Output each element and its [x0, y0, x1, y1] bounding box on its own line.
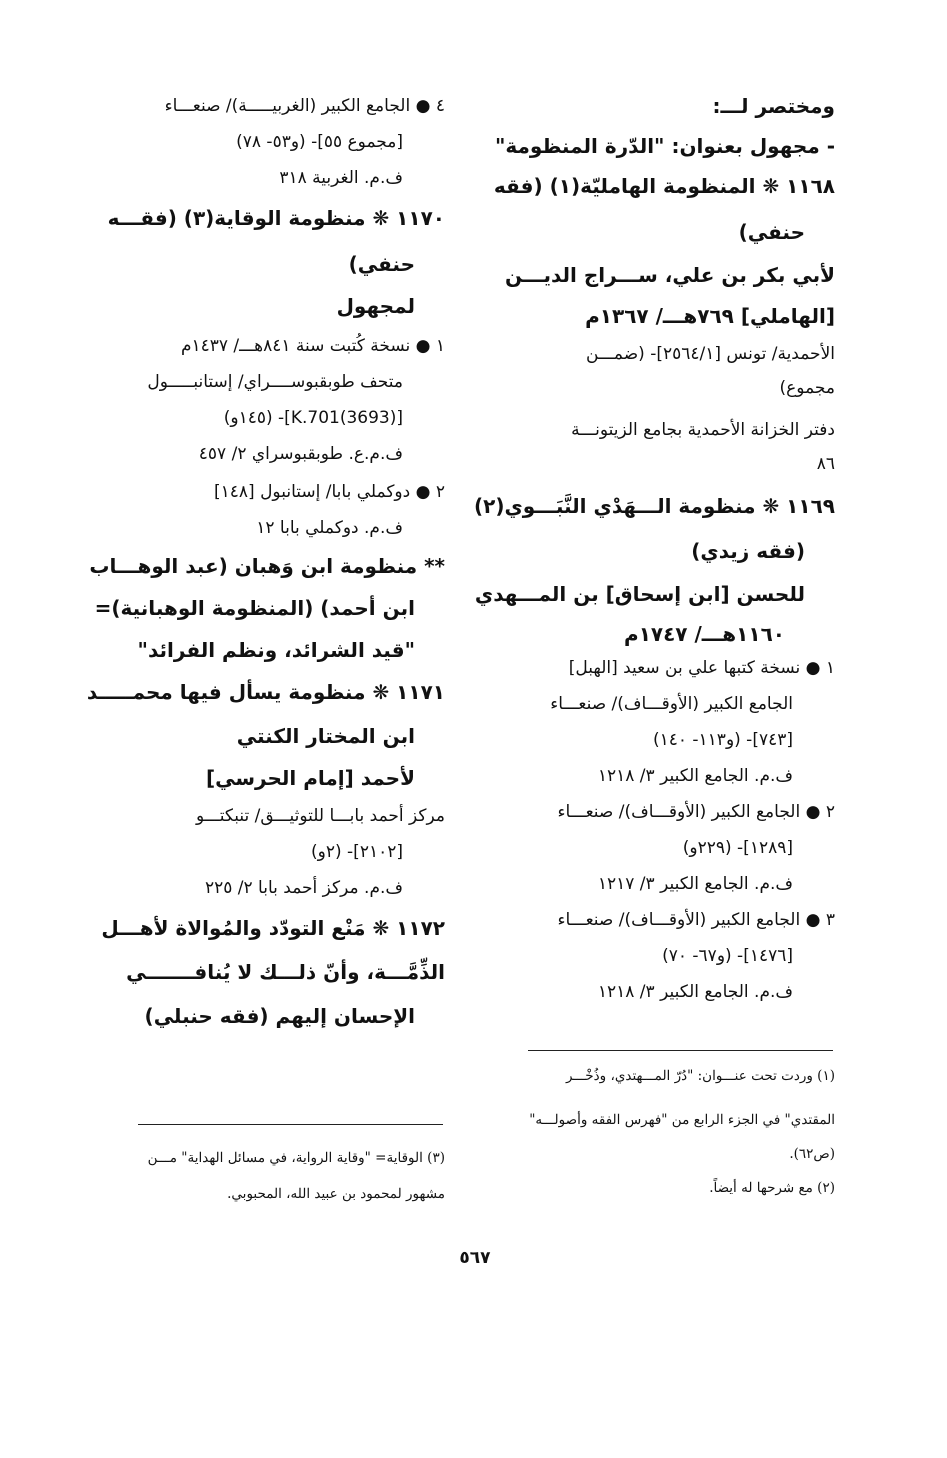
author-line: [الهاملي] ٧٦٩هـــ/ ١٣٦٧م	[585, 304, 835, 328]
text-line: الأحمدية/ تونس [٢٥٦٤/١]- (ضمـــن	[586, 344, 835, 364]
text-line: حنفي)	[348, 252, 415, 276]
text-line: [(3693)K.701]- (١٤٥و)	[223, 408, 403, 428]
text-line: [٢١٠٢]- (٢و)	[311, 842, 403, 862]
author-line: لأحمد [إمام الحرسي]	[205, 766, 415, 790]
list-item: ١ ● نسخة كُتبت سنة ٨٤١هـــ/ ١٤٣٧م	[180, 336, 445, 356]
text-line: ف.م. الجامع الكبير ٣/ ١٢١٧	[597, 874, 793, 894]
text-line: ف.م. الجامع الكبير ٣/ ١٢١٨	[597, 982, 793, 1002]
footnote-text: (٢) مع شرحها له أيضاً.	[709, 1180, 835, 1196]
entry-heading: ١١٧٠ ❋ منظومة الوقاية(٣) (فقـــه	[107, 206, 445, 230]
entry-heading: ١١٦٩ ❋ منظومة الـــهَدْي النَّبَـــوي(٢)	[473, 494, 835, 518]
text-line: ف.م.ع. طوبقبوسراي ٢/ ٤٥٧	[198, 444, 403, 464]
text-line: ف.م. الجامع الكبير ٣/ ١٢١٨	[597, 766, 793, 786]
footnote-text: (ص٦٢).	[789, 1146, 835, 1162]
list-item: ٢ ● الجامع الكبير (الأوقـــاف)/ صنعـــاء	[557, 802, 835, 822]
text-line: ٨٦	[816, 454, 835, 474]
text-line: (فقه زيدي)	[691, 539, 805, 563]
text-line: ابن أحمد) (المنظومة الوهبانية)=	[94, 596, 415, 620]
text-line: ومختصر لـــ:	[712, 94, 835, 118]
footnote-divider	[528, 1050, 833, 1051]
text-line: حنفي)	[738, 220, 805, 244]
page-number: ٥٦٧	[459, 1248, 491, 1268]
list-item: ٢ ● دوكملي بابا/ إستانبول [١٤٨]	[214, 482, 445, 502]
entry-heading: ١١٦٨ ❋ المنظومة الهامليّة(١) (فقه	[493, 174, 835, 198]
text-line: [٧٤٣]- (و١١٣- ١٤٠)	[652, 730, 793, 750]
text-line: ف.م. دوكملي بابا ١٢	[256, 518, 403, 538]
footnote-text: (١) وردت تحت عنـــوان: "دُرّ المـــهتدي، وذُخْـــر	[565, 1068, 835, 1084]
text-line: [مجموع ٥٥]- (و٥٣- ٧٨)	[236, 132, 403, 152]
text-line: ف.م. الغربية ٣١٨	[279, 168, 403, 188]
text-line: الإحسان إليهم (فقه حنبلي)	[144, 1004, 415, 1028]
entry-heading: ١١٧١ ❋ منظومة يسأل فيها محمـــــد	[86, 680, 445, 704]
text-line: متحف طوبقبوســــراي/ إستانبـــــول	[147, 372, 403, 392]
footnote-divider	[138, 1124, 443, 1125]
text-line: - مجهول بعنوان: "الدّرة المنظومة"	[494, 134, 835, 158]
entry-heading: ١١٧٢ ❋ مَنْع التودّد والمُوالاة لأهـــل	[101, 916, 445, 940]
text-line: "قيد الشرائد، ونظم الفرائد"	[137, 638, 415, 662]
text-line: ابن المختار الكنتي	[236, 724, 415, 748]
author-line: لمجهول	[336, 294, 415, 318]
list-item: ٤ ● الجامع الكبير (الغربيـــــة)/ صنعـــاء	[164, 96, 445, 116]
list-item: ١ ● نسخة كتبها علي بن سعيد [الهبل]	[568, 658, 835, 678]
author-line: للحسن [ابن إسحاق] بن المـــهدي	[474, 582, 805, 606]
text-line: الذِّمَّـــة، وأنّ ذلـــك لا يُنافـــــــي	[126, 960, 445, 984]
author-line: لأبي بكر بن علي، ســـراج الديـــن	[504, 263, 835, 287]
author-line: ١١٦٠هـــ/ ١٧٤٧م	[624, 622, 785, 646]
footnote-text: مشهور لمحمود بن عبيد الله، المحبوبي.	[227, 1186, 445, 1202]
footnote-text: المقتدي" في الجزء الرابع من "فهرس الفقه وأصولـــه"	[529, 1112, 835, 1128]
list-item: ٣ ● الجامع الكبير (الأوقـــاف)/ صنعـــاء	[557, 910, 835, 930]
text-line: مجموع)	[779, 378, 835, 398]
text-line: مركز أحمد بابـــا للتوثيـــق/ تنبكتـــو	[196, 806, 445, 826]
text-line: [١٤٧٦]- (و٦٧- ٧٠)	[662, 946, 793, 966]
text-line: الجامع الكبير (الأوقـــاف)/ صنعـــاء	[550, 694, 793, 714]
text-line: ف.م. مركز أحمد بابا ٢/ ٢٢٥	[204, 878, 403, 898]
text-line: دفتر الخزانة الأحمدية بجامع الزيتونـــة	[571, 420, 835, 440]
text-line: [١٢٨٩]- (٢٢٩و)	[682, 838, 793, 858]
entry-heading: ** منظومة ابن وَهبان (عبد الوهـــاب	[89, 554, 445, 578]
footnote-text: (٣) الوقاية= "وقاية الرواية، في مسائل الهداية" مـــن	[147, 1150, 445, 1166]
